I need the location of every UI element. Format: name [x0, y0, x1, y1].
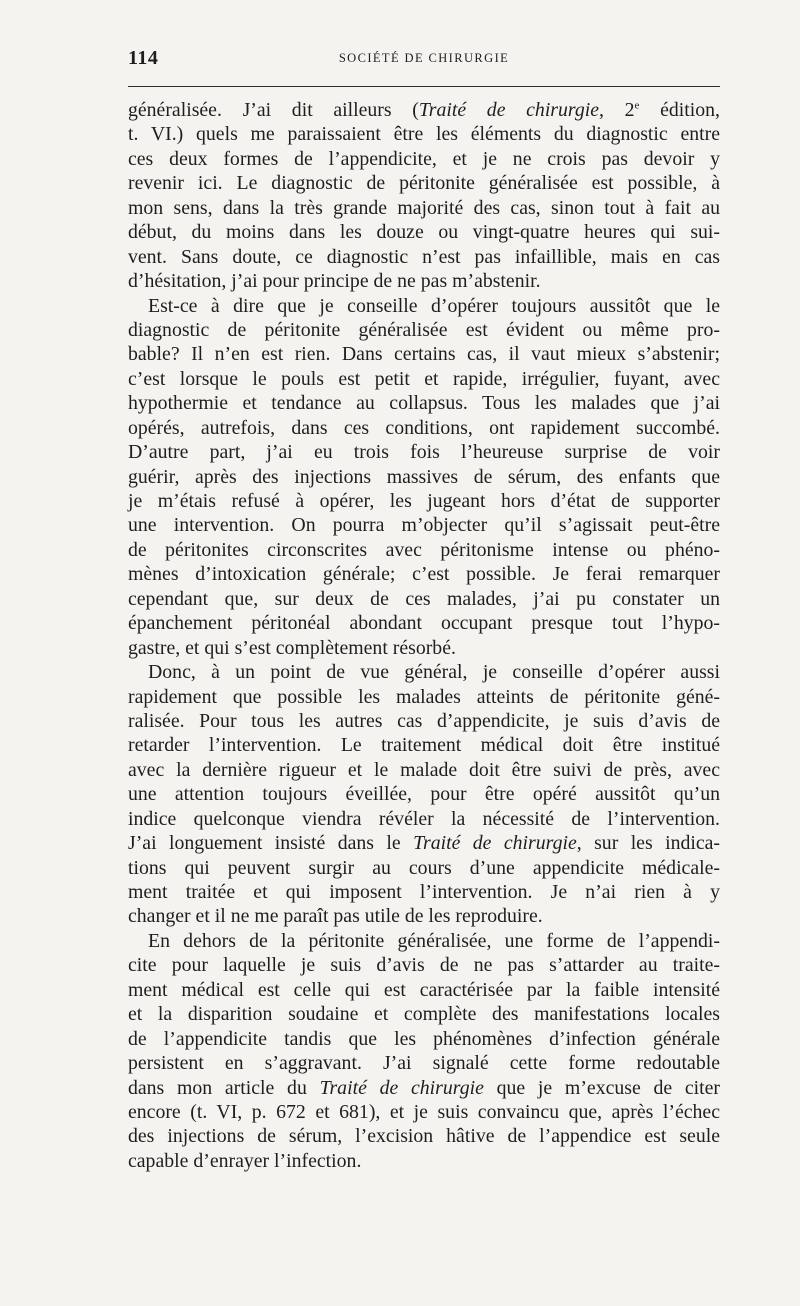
- text-line: ces deux formes de l’appendicite, et je ne crois pas devoir y: [128, 147, 720, 170]
- text-line: tions qui peuvent surgir au cours d’une appendicite médicale-: [128, 856, 720, 879]
- text-line: de l’appendicite tandis que les phénomènes d’infection générale: [128, 1027, 720, 1050]
- italic-reference: Traité de chirurgie: [319, 1076, 484, 1099]
- text-line: changer et il ne me paraît pas utile de les reproduire.: [128, 905, 543, 928]
- text-line: ment traitée et qui imposent l’intervention. Je n’ai rien à y: [128, 881, 720, 903]
- header-rule: [128, 86, 720, 87]
- superscript: e: [634, 99, 640, 112]
- text-line: ralisée. Pour tous les autres cas d’appendicite, je suis d’avis de: [128, 709, 720, 732]
- text-fragment: J’ai longuement insisté dans le: [128, 832, 414, 855]
- text-fragment: dans mon article du: [128, 1076, 320, 1099]
- text-fragment: édition,: [639, 99, 720, 121]
- text-line: cite pour laquelle je suis d’avis de ne pas s’attarder au traite-: [128, 954, 720, 977]
- text-line: encore (t. VI, p. 672 et 681), et je suis convaincu que, après l’échec: [128, 1100, 720, 1123]
- text-line: de péritonites circonscrites avec péritonisme intense ou phéno-: [128, 538, 720, 561]
- text-line: des injections de sérum, l’excision hâtive de l’appendice est seule: [128, 1125, 720, 1148]
- text-line: c’est lorsque le pouls est petit et rapide, irrégulier, fuyant, avec: [128, 367, 720, 390]
- text-fragment: généralisée. J’ai dit ailleurs (: [128, 99, 419, 121]
- page-number: 114: [128, 47, 159, 69]
- text-line: avec la dernière rigueur et le malade doit être suivi de près, avec: [128, 758, 720, 781]
- text-line: début, du moins dans les douze ou vingt-quatre heures qui sui-: [128, 221, 720, 244]
- text-line: vent. Sans doute, ce diagnostic n’est pas infaillible, mais en cas: [128, 245, 720, 268]
- text-line: bable? Il n’en est rien. Dans certains cas, il vaut mieux s’abstenir;: [128, 343, 720, 366]
- text-line: d’hésitation, j’ai pour principe de ne pas m’abstenir.: [128, 270, 541, 293]
- text-line: retarder l’intervention. Le traitement médical doit être institué: [128, 734, 720, 757]
- text-line: ment médical est celle qui est caractérisée par la faible intensité: [128, 978, 720, 1001]
- text-line: D’autre part, j’ai eu trois fois l’heureuse surprise de voir: [128, 441, 720, 464]
- text-line: une intervention. On pourra m’objecter qu’il s’agissait peut-être: [128, 514, 720, 537]
- text-line: je m’étais refusé à opérer, les jugeant hors d’état de supporter: [128, 490, 720, 512]
- text-line: épanchement péritonéal abondant occupant presque tout l’hypo-: [128, 612, 720, 635]
- text-line: diagnostic de péritonite généralisée est évident ou même pro-: [128, 318, 720, 341]
- text-line: mènes d’intoxication générale; c’est possible. Je ferai remarquer: [128, 563, 720, 586]
- text-line: En dehors de la péritonite généralisée, une forme de l’appendi-: [148, 929, 720, 952]
- text-fragment: que je m’excuse de citer: [483, 1076, 721, 1099]
- page-header: [128, 48, 720, 72]
- text-fragment: , sur les indica-: [576, 832, 720, 855]
- body-text: [128, 98, 720, 1173]
- text-line: [128, 1076, 720, 1100]
- text-line: capable d’enrayer l’infection.: [128, 1149, 362, 1172]
- text-line: Donc, à un point de vue général, je conseille d’opérer aussi: [148, 661, 720, 684]
- text-line: hypothermie et tendance au collapsus. Tous les malades que j’ai: [128, 392, 720, 415]
- text-line: opérés, autrefois, dans ces conditions, ont rapidement succombé.: [128, 416, 720, 439]
- text-line: gastre, et qui s’est complètement résorbé.: [128, 636, 456, 659]
- text-line: rapidement que possible les malades atteints de péritonite géné-: [128, 685, 720, 708]
- text-line: [128, 831, 720, 855]
- text-line: une attention toujours éveillée, pour être opéré aussitôt qu’un: [128, 783, 720, 806]
- text-line: persistent en s’aggravant. J’ai signalé cette forme redoutable: [128, 1052, 720, 1075]
- text-line: revenir ici. Le diagnostic de péritonite généralisée est possible, à: [128, 172, 720, 195]
- italic-reference: Traité de chirurgie: [413, 832, 577, 855]
- text-line: et la disparition soudaine et complète des manifestations locales: [128, 1003, 720, 1026]
- text-line: [128, 98, 720, 122]
- text-line: indice quelconque viendra révéler la nécessité de l’intervention.: [128, 807, 720, 830]
- text-line: Est-ce à dire que je conseille d’opérer toujours aussitôt que le: [148, 294, 720, 317]
- text-line: t. VI.) quels me paraissaient être les éléments du diagnostic entre: [128, 123, 720, 146]
- text-line: cependant que, sur deux de ces malades, j’ai pu constater un: [128, 587, 720, 610]
- text-line: mon sens, dans la très grande majorité des cas, sinon tout à fait au: [128, 196, 720, 219]
- text-fragment: , 2: [599, 99, 635, 121]
- running-title: SOCIÉTÉ DE CHIRURGIE: [338, 51, 510, 65]
- italic-reference: Traité de chirurgie: [418, 99, 600, 121]
- text-line: guérir, après des injections massives de sérum, des enfants que: [128, 465, 720, 488]
